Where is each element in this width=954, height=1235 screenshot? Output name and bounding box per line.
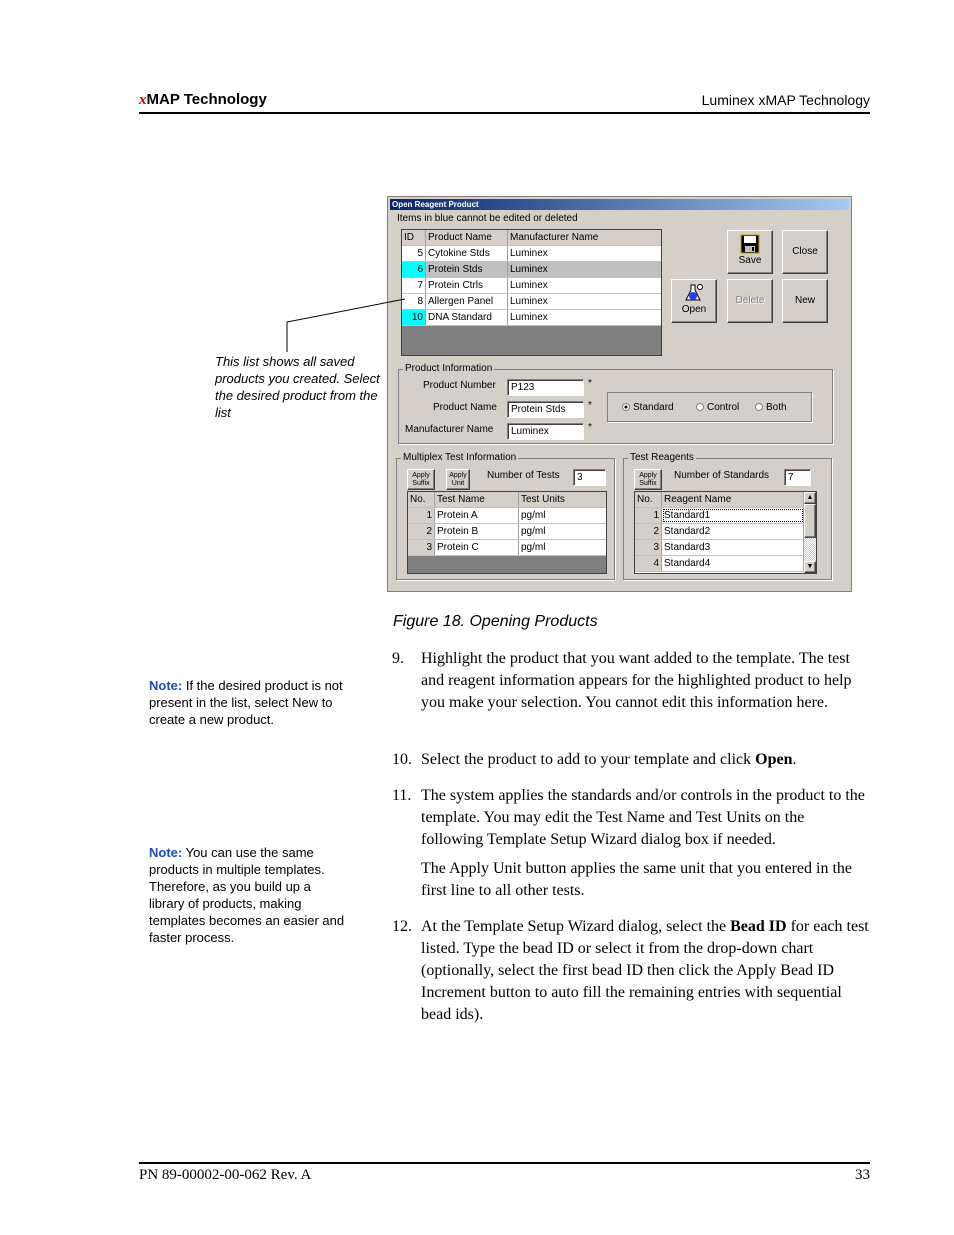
required-mark: *	[588, 422, 592, 433]
cell-test-name: Protein B	[435, 524, 519, 539]
test-table-header	[408, 492, 606, 508]
step-text-part: for each test listed. Type the bead ID or select it from the drop-down chart (optionally, select the first bead ID then click the Apply Bead ID Increment button to auto fill the remaining entries with sequential bead ids).	[421, 918, 869, 1023]
product-name-label: Product Name	[433, 402, 497, 413]
col-reagent-name: Reagent Name	[662, 492, 804, 507]
cell-manufacturer: Luminex	[508, 310, 662, 325]
step-text: The system applies the standards and/or controls in the product to the template. You may edit the Test Name and Test Units on the following Template Setup Wizard dialog box if needed.	[421, 787, 865, 848]
cell-product-name: Allergen Panel	[426, 294, 508, 309]
delete-button[interactable]: Delete	[727, 279, 773, 323]
cell-id: 7	[402, 278, 426, 293]
reagent-table-scrollbar[interactable]	[804, 492, 816, 573]
cell-no: 2	[408, 524, 435, 539]
test-table[interactable]	[407, 491, 607, 574]
cell-no: 3	[635, 540, 662, 555]
cell-no: 4	[635, 556, 662, 571]
cell-test-units: pg/ml	[519, 508, 607, 523]
step-11-paragraph: The Apply Unit button applies the same unit that you entered in the first line to all other tests.	[421, 860, 853, 899]
dialog-info-text: Items in blue cannot be edited or deleted	[397, 213, 578, 224]
cell-test-name: Protein A	[435, 508, 519, 523]
reagent-table-header	[635, 492, 804, 508]
table-row[interactable]	[402, 310, 661, 326]
multiplex-title: Multiplex Test Information	[403, 452, 517, 463]
header-title-prefix: x	[139, 92, 147, 108]
cell-reagent-name: Standard1	[662, 508, 804, 523]
table-row[interactable]	[402, 294, 661, 310]
note-2	[149, 844, 349, 946]
footer-part-number: PN 89-00002-00-062 Rev. A	[139, 1167, 312, 1183]
step-text	[421, 749, 870, 771]
cell-manufacturer: Luminex	[508, 294, 662, 309]
number-of-tests-label: Number of Tests	[487, 470, 560, 481]
header-title-text: MAP Technology	[146, 91, 267, 108]
cell-test-name: Protein C	[435, 540, 519, 555]
header-rule	[139, 112, 870, 114]
product-information-group	[398, 363, 833, 444]
scroll-down-arrow-icon[interactable]: ▼	[804, 561, 816, 573]
step-text: Highlight the product that you want added to the template. The test and reagent information appears for the highlighted product to help you make your selection. You cannot edit this information here.	[421, 650, 852, 711]
new-button[interactable]: New	[782, 279, 828, 323]
product-number-field[interactable]: P123	[507, 379, 584, 396]
apply-suffix-label: Apply	[412, 472, 430, 479]
save-button[interactable]	[727, 230, 773, 274]
note-text: You can use the same products in multiple templates. Therefore, as you build up a library of products, making templates becomes an easier and faster process.	[149, 845, 345, 945]
cell-no: 1	[635, 508, 662, 523]
radio-both-label: Both	[766, 402, 787, 413]
radio-standard-label: Standard	[633, 402, 674, 413]
manufacturer-name-label: Manufacturer Name	[405, 424, 494, 435]
product-name-field[interactable]: Protein Stds	[507, 401, 584, 418]
header-title	[139, 91, 267, 109]
number-of-standards-field[interactable]: 7	[784, 469, 811, 486]
cell-manufacturer: Luminex	[508, 278, 662, 293]
cell-reagent-name: Standard2	[662, 524, 804, 539]
step-bold-term: Open	[755, 751, 793, 768]
callout-text: This list shows all saved products you created. Select the desired product from the list	[215, 354, 380, 420]
table-row[interactable]	[635, 540, 804, 556]
col-test-name: Test Name	[435, 492, 519, 507]
apply-unit-button[interactable]	[446, 469, 470, 490]
close-button[interactable]: Close	[782, 230, 828, 274]
product-table-header	[402, 230, 661, 246]
apply-suffix-label: Apply	[639, 472, 657, 479]
dialog-title: Open Reagent Product	[390, 199, 849, 210]
step-text-part: .	[792, 751, 797, 768]
note-1	[149, 677, 349, 728]
step-11	[392, 785, 870, 851]
apply-suffix-label: Suffix	[639, 480, 657, 487]
footer-rule	[139, 1162, 870, 1164]
number-of-tests-field[interactable]: 3	[573, 469, 606, 486]
cell-manufacturer: Luminex	[508, 246, 662, 261]
table-row[interactable]	[408, 508, 606, 524]
step-text	[421, 916, 870, 1026]
multiplex-test-information-group	[396, 452, 615, 580]
table-row[interactable]	[635, 556, 804, 572]
cell-manufacturer: Luminex	[508, 262, 662, 277]
product-table[interactable]	[401, 229, 662, 356]
step-number: 9.	[392, 650, 404, 667]
cell-product-name: Protein Ctrls	[426, 278, 508, 293]
required-mark: *	[588, 378, 592, 389]
radio-control-label: Control	[707, 402, 740, 413]
open-reagent-product-dialog	[387, 196, 852, 592]
table-row[interactable]	[402, 246, 661, 262]
cell-no: 2	[635, 524, 662, 539]
col-test-units: Test Units	[519, 492, 607, 507]
manufacturer-name-field[interactable]: Luminex	[507, 423, 584, 440]
open-button[interactable]	[671, 279, 717, 323]
radio-both[interactable]	[755, 402, 787, 413]
step-12	[392, 916, 870, 1026]
step-number: 10.	[392, 751, 412, 768]
note-label: Note:	[149, 845, 183, 860]
apply-suffix-button[interactable]	[634, 469, 662, 490]
cell-id: 10	[402, 310, 426, 325]
col-id: ID	[402, 230, 426, 245]
radio-standard-dot	[622, 403, 630, 411]
figure-caption: Figure 18. Opening Products	[393, 613, 598, 630]
col-manufacturer-name: Manufacturer Name	[508, 230, 662, 245]
table-row[interactable]	[635, 524, 804, 540]
cell-product-name: DNA Standard	[426, 310, 508, 325]
cell-id: 5	[402, 246, 426, 261]
cell-product-name: Cytokine Stds	[426, 246, 508, 261]
flask-icon	[683, 283, 705, 303]
note-label: Note:	[149, 678, 183, 693]
cell-product-name: Protein Stds	[426, 262, 508, 277]
cell-reagent-name: Standard3	[662, 540, 804, 555]
col-product-name: Product Name	[426, 230, 508, 245]
open-label: Open	[681, 304, 707, 315]
apply-unit-label: Unit	[451, 480, 465, 487]
cell-test-units: pg/ml	[519, 524, 607, 539]
step-text-part: Select the product to add to your template and click	[421, 751, 756, 768]
cell-reagent-name: Standard4	[662, 556, 804, 571]
header-right: Luminex xMAP Technology	[701, 92, 870, 108]
step-number: 11.	[392, 787, 412, 804]
step-10	[392, 749, 870, 771]
cell-id: 8	[402, 294, 426, 309]
reagent-type-group	[607, 392, 812, 422]
test-reagents-group	[623, 452, 832, 580]
required-mark: *	[588, 400, 592, 411]
cell-id: 6	[402, 262, 426, 277]
test-reagents-title: Test Reagents	[630, 452, 694, 463]
table-row[interactable]	[402, 262, 661, 278]
product-number-label: Product Number	[423, 380, 496, 391]
step-text-part: At the Template Setup Wizard dialog, select the	[421, 918, 731, 935]
table-row[interactable]	[402, 278, 661, 294]
table-row[interactable]	[408, 540, 606, 556]
reagent-table[interactable]	[634, 491, 817, 574]
scroll-up-arrow-icon[interactable]: ▲	[804, 492, 816, 504]
scroll-thumb[interactable]	[804, 504, 816, 538]
cell-no: 3	[408, 540, 435, 555]
radio-both-dot	[755, 403, 763, 411]
table-row[interactable]	[408, 524, 606, 540]
step-9	[392, 648, 870, 714]
cell-test-units: pg/ml	[519, 540, 607, 555]
table-row[interactable]	[635, 508, 804, 524]
radio-standard[interactable]	[622, 402, 674, 413]
page-number: 33	[855, 1167, 870, 1183]
col-no: No.	[635, 492, 662, 507]
step-bold-term: Bead ID	[730, 918, 787, 935]
save-label: Save	[738, 255, 762, 266]
step-number: 12.	[392, 918, 412, 935]
note-text: If the desired product is not present in the list, select New to create a new product.	[149, 678, 343, 727]
floppy-disk-icon	[740, 234, 760, 254]
radio-control-dot	[696, 403, 704, 411]
number-of-standards-label: Number of Standards	[674, 470, 770, 481]
radio-control[interactable]	[696, 402, 739, 413]
callout-leader-line	[280, 290, 410, 355]
product-information-title: Product Information	[405, 363, 493, 374]
apply-suffix-label: Suffix	[412, 480, 430, 487]
apply-unit-label: Apply	[449, 472, 467, 479]
col-no: No.	[408, 492, 435, 507]
apply-suffix-button[interactable]	[407, 469, 435, 490]
cell-no: 1	[408, 508, 435, 523]
